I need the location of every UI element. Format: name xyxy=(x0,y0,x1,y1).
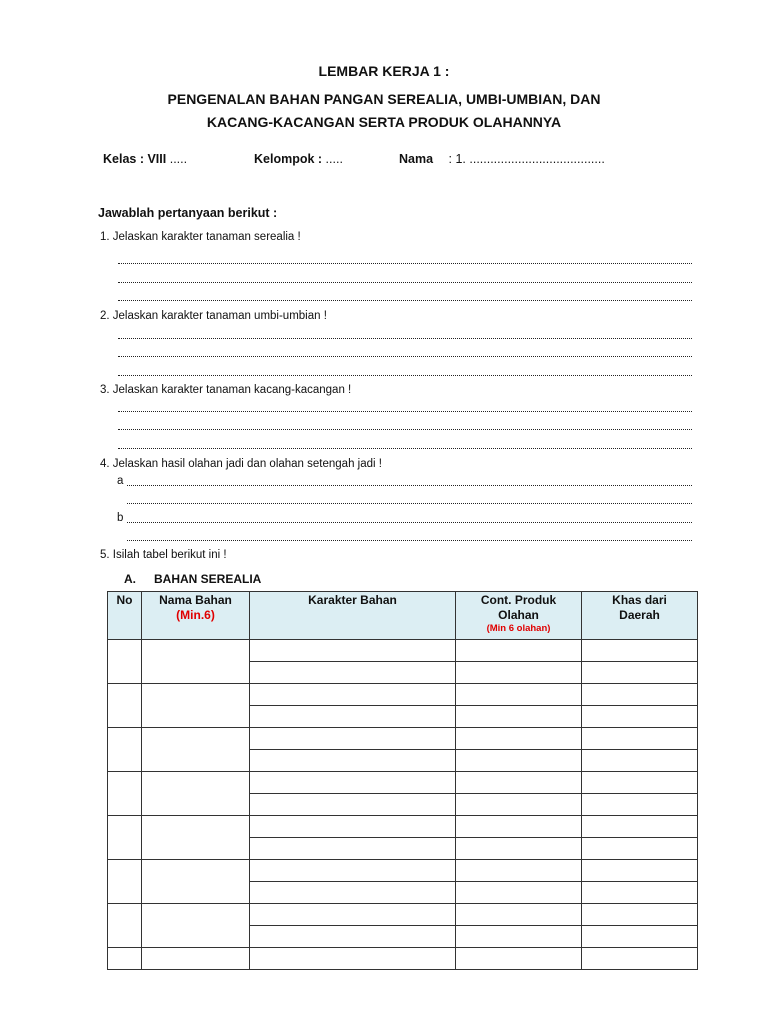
kelas-label: Kelas : VIII xyxy=(103,152,167,166)
cell-karakter[interactable] xyxy=(250,684,456,706)
cell-karakter[interactable] xyxy=(250,838,456,860)
answer-line[interactable] xyxy=(118,338,692,339)
cell-no[interactable] xyxy=(108,772,142,816)
cell-khas[interactable] xyxy=(582,838,698,860)
cell-no[interactable] xyxy=(108,640,142,684)
kelompok-field xyxy=(254,152,343,166)
answer-line[interactable] xyxy=(118,263,692,264)
cell-khas[interactable] xyxy=(582,750,698,772)
table-row xyxy=(108,640,698,662)
cell-karakter[interactable] xyxy=(250,904,456,926)
kelompok-label: Kelompok : xyxy=(254,152,323,166)
cell-produk[interactable] xyxy=(456,662,582,684)
table-body xyxy=(108,640,698,970)
cell-nama-bahan[interactable] xyxy=(142,904,250,948)
serealia-table xyxy=(107,591,698,970)
answer-line[interactable] xyxy=(118,429,692,430)
cell-khas[interactable] xyxy=(582,926,698,948)
cell-produk[interactable] xyxy=(456,948,582,970)
cell-karakter[interactable] xyxy=(250,728,456,750)
table-row xyxy=(108,948,698,970)
cell-no[interactable] xyxy=(108,684,142,728)
answer-line[interactable] xyxy=(118,411,692,412)
kelas-dots: ..... xyxy=(169,152,188,166)
worksheet-subtitle-line1: PENGENALAN BAHAN PANGAN SEREALIA, UMBI-UMBIAN, DAN xyxy=(167,91,601,107)
cell-no[interactable] xyxy=(108,816,142,860)
nama-field xyxy=(399,152,605,166)
cell-produk[interactable] xyxy=(456,926,582,948)
cell-no[interactable] xyxy=(108,904,142,948)
cell-produk[interactable] xyxy=(456,684,582,706)
table-row xyxy=(108,860,698,882)
cell-karakter[interactable] xyxy=(250,860,456,882)
answer-line[interactable] xyxy=(118,300,692,301)
cell-khas[interactable] xyxy=(582,816,698,838)
cell-khas[interactable] xyxy=(582,794,698,816)
cell-karakter[interactable] xyxy=(250,816,456,838)
cell-karakter[interactable] xyxy=(250,640,456,662)
answer-line[interactable] xyxy=(118,375,692,376)
cell-produk[interactable] xyxy=(456,838,582,860)
cell-khas[interactable] xyxy=(582,948,698,970)
produk-olahan-note: (Min 6 olahan) xyxy=(486,623,551,634)
table-row xyxy=(108,816,698,838)
table-row xyxy=(108,684,698,706)
question-4: 4. Jelaskan hasil olahan jadi dan olahan setengah jadi ! xyxy=(100,458,382,470)
cell-no[interactable] xyxy=(108,728,142,772)
nama-label: Nama xyxy=(399,152,434,166)
cell-nama-bahan[interactable] xyxy=(142,640,250,684)
answer-line[interactable] xyxy=(118,448,692,449)
table-row xyxy=(108,772,698,794)
cell-karakter[interactable] xyxy=(250,882,456,904)
cell-karakter[interactable] xyxy=(250,926,456,948)
cell-khas[interactable] xyxy=(582,684,698,706)
kelompok-dots: ..... xyxy=(325,152,343,166)
cell-khas[interactable] xyxy=(582,860,698,882)
cell-nama-bahan[interactable] xyxy=(142,772,250,816)
table-header-row xyxy=(108,592,698,640)
header-khas-daerah: Khas dari Daerah xyxy=(582,592,698,640)
header-karakter-bahan: Karakter Bahan xyxy=(250,592,456,640)
section-title: BAHAN SEREALIA xyxy=(154,572,262,586)
cell-khas[interactable] xyxy=(582,904,698,926)
question-2: 2. Jelaskan karakter tanaman umbi-umbian ! xyxy=(100,310,327,322)
sub-label-b: b xyxy=(117,512,124,524)
nama-value: : 1. ....................................... xyxy=(448,152,605,166)
cell-nama-bahan[interactable] xyxy=(142,860,250,904)
cell-khas[interactable] xyxy=(582,728,698,750)
section-heading xyxy=(124,572,261,586)
table-row xyxy=(108,904,698,926)
instruction-text: Jawablah pertanyaan berikut : xyxy=(98,206,278,220)
answer-line-a2[interactable] xyxy=(127,503,692,504)
worksheet-subtitle-line2: KACANG-KACANGAN SERTA PRODUK OLAHANNYA xyxy=(206,114,562,130)
cell-karakter[interactable] xyxy=(250,794,456,816)
header-nama-bahan: Nama Bahan (Min.6) xyxy=(142,592,250,640)
header-produk-olahan: Cont. Produk Olahan (Min 6 olahan) xyxy=(456,592,582,640)
answer-line-b[interactable] xyxy=(127,522,692,523)
cell-produk[interactable] xyxy=(456,772,582,794)
cell-produk[interactable] xyxy=(456,882,582,904)
cell-nama-bahan[interactable] xyxy=(142,948,250,970)
kelas-field xyxy=(103,152,187,166)
cell-khas[interactable] xyxy=(582,640,698,662)
cell-produk[interactable] xyxy=(456,794,582,816)
section-letter: A. xyxy=(124,572,136,586)
cell-karakter[interactable] xyxy=(250,948,456,970)
cell-khas[interactable] xyxy=(582,662,698,684)
answer-line[interactable] xyxy=(118,282,692,283)
answer-line[interactable] xyxy=(118,356,692,357)
table-row xyxy=(108,728,698,750)
cell-khas[interactable] xyxy=(582,706,698,728)
sub-label-a: a xyxy=(117,475,124,487)
cell-produk[interactable] xyxy=(456,728,582,750)
question-3: 3. Jelaskan karakter tanaman kacang-kacangan ! xyxy=(100,384,352,396)
cell-karakter[interactable] xyxy=(250,772,456,794)
cell-karakter[interactable] xyxy=(250,706,456,728)
cell-karakter[interactable] xyxy=(250,750,456,772)
answer-line-b2[interactable] xyxy=(127,540,692,541)
cell-produk[interactable] xyxy=(456,640,582,662)
cell-nama-bahan[interactable] xyxy=(142,728,250,772)
cell-produk[interactable] xyxy=(456,860,582,882)
cell-produk[interactable] xyxy=(456,904,582,926)
answer-line-a[interactable] xyxy=(127,485,692,486)
cell-nama-bahan[interactable] xyxy=(142,816,250,860)
cell-no[interactable] xyxy=(108,948,142,970)
cell-produk[interactable] xyxy=(456,706,582,728)
cell-nama-bahan[interactable] xyxy=(142,684,250,728)
cell-karakter[interactable] xyxy=(250,662,456,684)
cell-no[interactable] xyxy=(108,860,142,904)
cell-khas[interactable] xyxy=(582,882,698,904)
header-no: No xyxy=(108,592,142,640)
cell-produk[interactable] xyxy=(456,750,582,772)
question-1: 1. Jelaskan karakter tanaman serealia ! xyxy=(100,231,301,243)
question-5: 5. Isilah tabel berikut ini ! xyxy=(100,549,227,561)
cell-khas[interactable] xyxy=(582,772,698,794)
cell-produk[interactable] xyxy=(456,816,582,838)
nama-bahan-note: (Min.6) xyxy=(176,608,215,622)
worksheet-title: LEMBAR KERJA 1 : xyxy=(318,63,450,79)
